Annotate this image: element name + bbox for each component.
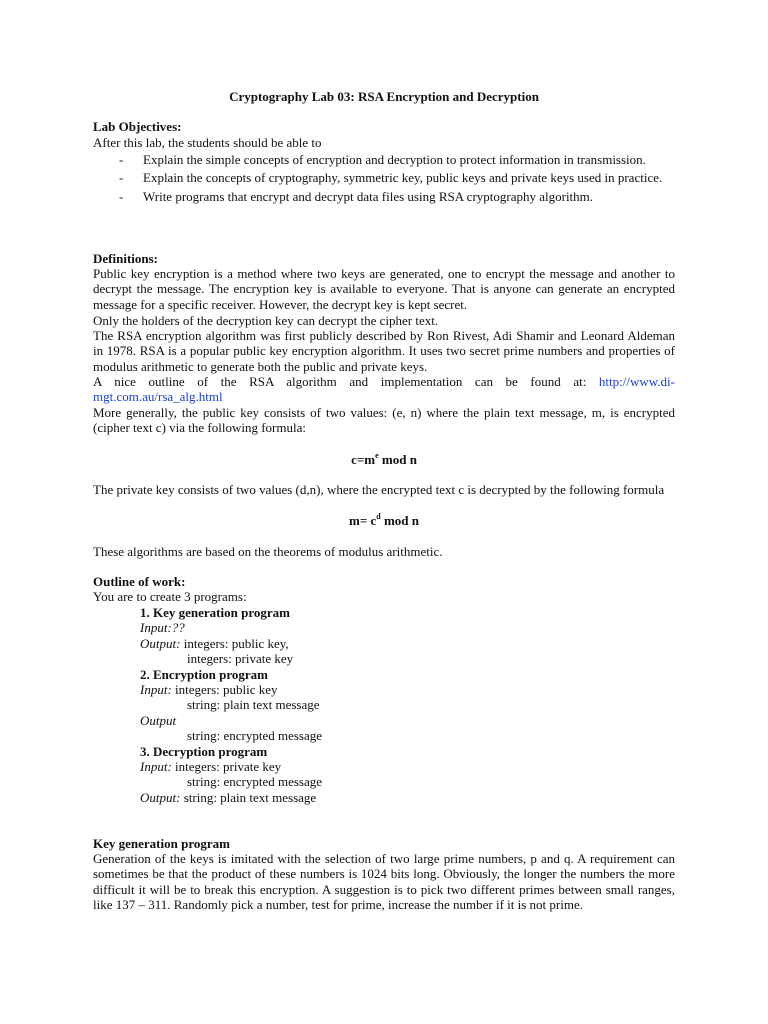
objectives-list: [93, 152, 675, 207]
encryption-formula: $c=m^e$ mod n: [351, 451, 417, 467]
definitions-paragraph: The private key consists of two values (d,n), where the encrypted text c is decrypted by the following formula: [93, 482, 665, 497]
definitions-paragraph: Only the holders of the decryption key can decrypt the cipher text.: [93, 313, 439, 328]
objective-item: - Explain the concepts of cryptography, symmetric key, public keys and private keys used in practice.: [119, 170, 663, 186]
definitions-paragraph: These algorithms are based on the theorems of modulus arithmetic.: [93, 544, 443, 559]
program-input: Input: integers: private key: [140, 758, 282, 774]
definitions-paragraph: More generally, the public key consists of two values: (e, n) where the plain text message, m, is encrypted (cipher text c) via the following formula:: [93, 405, 675, 436]
outline-intro: You are to create 3 programs:: [93, 589, 247, 604]
program-input: Input:??: [140, 620, 185, 636]
program-output: integers: private key: [187, 651, 294, 667]
definitions-paragraph: The RSA encryption algorithm was first publicly described by Ron Rivest, Adi Shamir and Leonard Aldeman in 1978. RSA is a popular public key encryption algorithm. It uses two secret prime numbers and properties of modulus arithmetic to generate both the public and private keys.: [93, 328, 675, 374]
definitions-paragraph: A nice outline of the RSA algorithm and implementation can be found at: http://www.di-mgt.com.au/rsa_alg.html: [93, 374, 675, 405]
rsa-reference-link[interactable]: http://www.di-mgt.com.au/rsa_alg.html: [93, 374, 675, 405]
program-title: 1. Key generation program: [140, 605, 290, 620]
program-output: string: encrypted message: [187, 728, 323, 744]
keygen-paragraph: Generation of the keys is imitated with the selection of two large prime numbers, p and q. A requirement can sometimes be that the product of these numbers is 1024 bits long. Obviously, the longer the numbers the more difficult it will be to break this encryption. A suggestion is to pick two different primes between small ranges, like 137 – 311. Randomly pick a number, test for prime, increase the number if it is not prime.: [93, 851, 675, 913]
objectives-intro: After this lab, the students should be able to: [93, 135, 322, 150]
keygen-heading: Key generation program: [93, 836, 230, 851]
page-title: Cryptography Lab 03: RSA Encryption and Decryption: [229, 89, 539, 104]
program-output-label: Output: [140, 712, 177, 728]
objective-item: - Explain the simple concepts of encryption and decryption to protect information in transmission.: [119, 152, 646, 167]
definitions-paragraph: Public key encryption is a method where two keys are generated, one to encrypt the message and another to decrypt the message. The encryption key is available to everyone. That is anyone can generate an encrypted message for a specific receiver. However, the decrypt key is kept secret.: [93, 266, 675, 312]
outline-heading: Outline of work:: [93, 574, 186, 589]
program-title: 2. Encryption program: [140, 666, 268, 682]
program-input: string: encrypted message: [187, 774, 323, 790]
decryption-formula: $m= c^d$ mod n: [348, 512, 419, 528]
program-input: string: plain text message: [187, 697, 320, 713]
program-output: Output: string: plain text message: [140, 789, 317, 805]
program-output: Output: integers: public key,: [140, 635, 289, 651]
definitions-heading: Definitions:: [93, 251, 158, 266]
program-list: [140, 605, 675, 805]
objective-item: - Write programs that encrypt and decrypt data files using RSA cryptography algorithm.: [119, 188, 594, 204]
program-title: 3. Decryption program: [140, 743, 268, 759]
program-input: Input: integers: public key: [140, 681, 278, 697]
objectives-heading: Lab Objectives:: [93, 119, 182, 134]
